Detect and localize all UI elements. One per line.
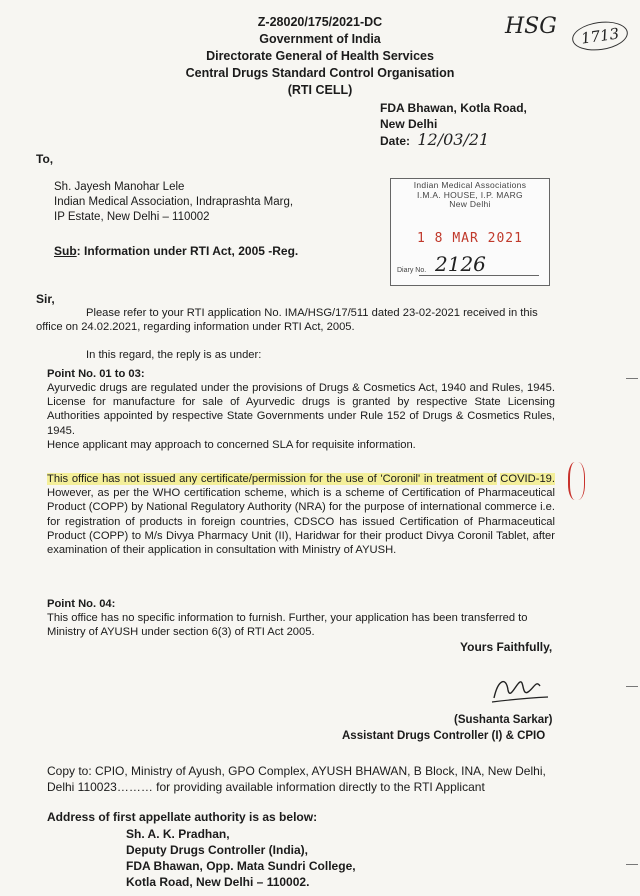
subject-text: : Information under RTI Act, 2005 -Reg. — [76, 244, 299, 258]
recipient-block — [54, 180, 293, 225]
stamp-line-2: I.M.A. HOUSE, I.P. MARG — [417, 189, 523, 200]
receipt-stamp — [390, 178, 550, 286]
margin-mark — [626, 378, 638, 379]
copy-to: Copy to: CPIO, Ministry of Ayush, GPO Complex, AYUSH BHAWAN, B Block, INA, New Delhi, Delhi 110023……… for providing available information directly to the RTI Applicant — [47, 764, 546, 794]
to-label: To, — [36, 152, 54, 166]
point-4-title: Point No. 04: — [47, 598, 116, 610]
point-1-3-title: Point No. 01 to 03: — [47, 368, 145, 380]
margin-mark — [626, 686, 638, 687]
stamp-line-1: Indian Medical Associations — [413, 180, 527, 190]
stamp-date: 1 8 MAR 2021 — [417, 231, 523, 246]
appellate-address — [126, 826, 356, 890]
stamp-diary-number: 2126 — [435, 252, 486, 276]
red-pen-mark — [568, 462, 585, 500]
recipient-org: Indian Medical Association, Indraprashta Marg, — [54, 196, 294, 208]
appellate-line-4: Kotla Road, New Delhi – 110002. — [126, 875, 310, 889]
recipient-name: Sh. Jayesh Manohar Lele — [54, 181, 185, 193]
signatory-name: (Sushanta Sarkar) — [454, 714, 553, 726]
signatory-title: Assistant Drugs Controller (I) & CPIO — [342, 730, 546, 742]
handwritten-circled-number: 1713 — [570, 18, 630, 54]
salutation: Sir, — [36, 292, 55, 306]
stamp-diary-label: Diary No. — [397, 267, 427, 274]
appellate-line-1: Sh. A. K. Pradhan, — [126, 827, 230, 841]
point-1-3-advice: Hence applicant may approach to concerned SLA for requisite information. — [47, 439, 416, 451]
header-government: Government of India — [259, 32, 381, 46]
address-line-1: FDA Bhawan, Kotla Road, — [380, 101, 527, 115]
appellate-heading: Address of first appellate authority is as below: — [47, 810, 318, 824]
highlight-coronil-2: COVID-19. — [500, 473, 556, 485]
stamp-rule — [419, 275, 539, 276]
date-value: 12/03/21 — [417, 130, 490, 149]
recipient-city: IP Estate, New Delhi – 110002 — [54, 211, 210, 223]
appellate-line-3: FDA Bhawan, Opp. Mata Sundri College, — [126, 859, 356, 873]
header-directorate: Directorate General of Health Services — [206, 49, 434, 63]
paragraph-reference: Please refer to your RTI application No. IMA/HSG/17/511 dated 23-02-2021 received in this office on 24.02.2021, regarding information under RTI Act, 2005. — [36, 307, 538, 334]
closing: Yours Faithfully, — [460, 640, 553, 654]
subject-line — [54, 244, 298, 258]
subject-label: Sub — [54, 244, 77, 258]
header-rti-cell: (RTI CELL) — [287, 83, 353, 97]
point-4-text: This office has no specific information to furnish. Further, your application has been transferred to Ministry of AYUSH under section 6(3) of RTI Act 2005. — [47, 612, 528, 639]
paragraph-coronil — [47, 472, 555, 557]
reference-number: Z-28020/175/2021-DC — [257, 15, 383, 29]
paragraph-reply-intro: In this regard, the reply is as under: — [86, 349, 262, 361]
address-line-2: New Delhi — [380, 117, 438, 131]
date-row — [380, 132, 527, 149]
signature-mark — [488, 670, 558, 708]
point-1-3-text: Ayurvedic drugs are regulated under the provisions of Drugs & Cosmetics Act, 1940 and Rules, 1945. License for manufacture for sale of Ayurvedic drugs is granted by respective State Licensing Authorities appointed by respective State Governments under Rule 152 of Drugs & Cosmetics Rules, 1945. — [47, 382, 555, 437]
header-organisation: Central Drugs Standard Control Organisation — [185, 66, 455, 80]
highlight-coronil-1: This office has not issued any certificate/permission for the use of 'Coronil' in treatment of — [47, 473, 497, 485]
stamp-line-3: New Delhi — [449, 199, 491, 209]
coronil-rest: However, as per the WHO certification scheme, which is a scheme of Certification of Pharmaceutical Product (COPP) by National Regulatory Authority (NRA) for the purpose of international commerce i.e. for registration of products in foreign countries, CDSCO has issued Certification of Pharmaceutical Product (COPP) to M/s Divya Pharmacy Unit (II), Haridwar for their product Divya Coronil Tablet, after examination of their application in consultation with Ministry of AYUSH. — [47, 487, 555, 557]
handwritten-note: HSG — [505, 14, 557, 39]
margin-mark — [626, 864, 638, 865]
appellate-line-2: Deputy Drugs Controller (India), — [126, 843, 309, 857]
date-label: Date: — [380, 134, 411, 148]
